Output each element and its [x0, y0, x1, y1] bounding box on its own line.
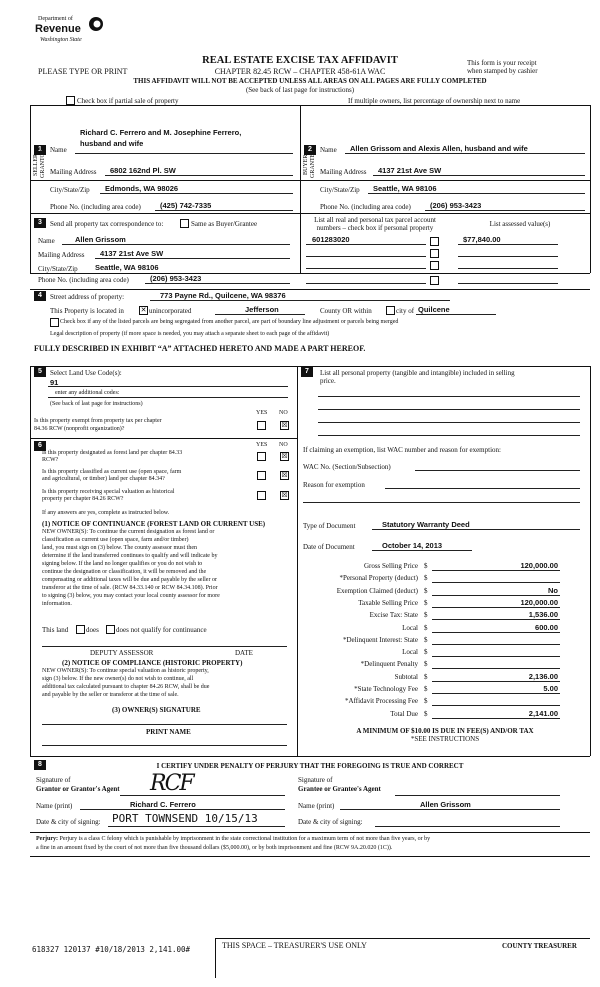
doc-date[interactable]: October 14, 2013	[382, 541, 443, 550]
calc-row-value[interactable]: No	[548, 586, 558, 595]
s5-yes-header: YES	[256, 410, 268, 416]
current-use-no-checkbox[interactable]: ☒	[281, 471, 288, 479]
historic-question-b: property per chapter 84.26 RCW?	[42, 496, 124, 502]
calc-row-currency: $	[424, 624, 428, 632]
corr-city[interactable]: Seattle, WA 98106	[95, 263, 159, 272]
perjury-label: Perjury:	[36, 836, 58, 842]
calc-row-label: *Delinquent Interest: State	[342, 636, 418, 644]
historic-question-a: Is this property receiving special valuation as historical	[42, 489, 175, 495]
calc-row-label: Local	[402, 648, 418, 656]
city-of-label: city of	[396, 307, 415, 315]
calc-row-label: *Personal Property (deduct)	[339, 574, 418, 582]
land-use-see-back: (See back of last page for instructions)	[50, 401, 143, 407]
section-6-number: 6	[34, 441, 46, 451]
reason-label: Reason for exemption	[303, 481, 365, 489]
send-correspondence-label: Send all property tax correspondence to:	[50, 220, 164, 228]
additional-codes-label: enter any additional codes:	[55, 390, 120, 396]
land-does-not-checkbox[interactable]	[106, 625, 115, 634]
calc-row-currency: $	[424, 587, 428, 595]
grantee-date-city-label: Date & city of signing:	[298, 818, 363, 826]
grantor-sig-label-1: Signature of	[36, 776, 71, 784]
personal-property-label-2: price.	[320, 377, 336, 385]
notice1-line7: compensating or additional taxes will be due and payable by the seller or	[42, 577, 217, 583]
forest-question-a: Is this property designated as forest land per chapter 84.33	[42, 450, 183, 456]
legal-description[interactable]: FULLY DESCRIBED IN EXHIBIT “A” ATTACHED HERETO AND MADE A PART HEREOF.	[34, 344, 366, 353]
grantor-sig-label-2: Grantor or Grantor's Agent	[36, 785, 120, 793]
buyer-name-label: Name	[320, 146, 337, 154]
buyer-name[interactable]: Allen Grissom and Alexis Allen, husband and wife	[350, 144, 528, 153]
seller-mail[interactable]: 6802 162nd Pl. SW	[110, 166, 176, 175]
forest-no-checkbox[interactable]: ☒	[281, 452, 288, 460]
same-as-buyer-checkbox[interactable]	[180, 219, 189, 228]
parcel-checkbox-4[interactable]	[430, 276, 439, 285]
calc-row-value[interactable]: 120,000.00	[520, 561, 558, 570]
grantor-name[interactable]: Richard C. Ferrero	[130, 800, 196, 809]
legal-label: Legal description of property (if more space is needed, you may attach a separate sheet to each page of the affidavit)	[50, 331, 330, 337]
calc-row-label: *Affidavit Processing Fee	[345, 697, 418, 705]
receipt-note2: when stamped by cashier	[467, 67, 538, 75]
cashier-stamp: 618327 120137 #10/18/2013 2,141.00#	[32, 945, 191, 954]
exempt-question-2: 84.36 RCW (nonprofit organization)?	[34, 426, 125, 432]
wac-label: WAC No. (Section/Subsection)	[303, 463, 391, 471]
land-does-checkbox[interactable]	[76, 625, 85, 634]
deputy-date-label: DATE	[235, 649, 253, 657]
historic-yes-checkbox[interactable]	[257, 491, 266, 500]
calc-row-currency: $	[424, 710, 428, 718]
doc-type-label: Type of Document	[303, 522, 356, 530]
perjury-text-2: a fine in an amount fixed by the court of not more than five thousand dollars ($5,000.00), or by both imprisonment and fine (RCW 9A.20.020 (1C)).	[36, 845, 393, 851]
seller-city-label: City/State/Zip	[50, 186, 90, 194]
grantor-signature[interactable]: RCF	[150, 771, 193, 796]
corr-phone[interactable]: (206) 953-3423	[150, 274, 202, 283]
land-does-label: does	[86, 626, 99, 634]
calc-row-currency: $	[424, 611, 428, 619]
certify-statement: I CERTIFY UNDER PENALTY OF PERJURY THAT THE FOREGOING IS TRUE AND CORRECT	[156, 762, 464, 770]
calc-row-label: Taxable Selling Price	[358, 599, 418, 607]
section-2-number: 2	[304, 145, 316, 155]
corr-phone-label-row: Phone No. (including area code)	[38, 276, 129, 284]
corr-mail-label: Mailing Address	[38, 251, 85, 259]
notice2-title: (2) NOTICE OF COMPLIANCE (HISTORIC PROPERTY)	[62, 659, 243, 667]
county-label: County OR within	[320, 307, 372, 315]
calc-row-value[interactable]: 2,141.00	[528, 709, 558, 718]
not-accepted-notice: THIS AFFIDAVIT WILL NOT BE ACCEPTED UNLESS ALL AREAS ON ALL PAGES ARE FULLY COMPLETED	[133, 77, 487, 85]
notice2-line2: sign (3) below. If the new owner(s) do not wish to continue, all	[42, 676, 194, 682]
seller-city[interactable]: Edmonds, WA 98026	[105, 184, 179, 193]
s5-no-header: NO	[279, 410, 288, 416]
notice2-line1: NEW OWNER(S): To continue special valuation as historic property,	[42, 668, 209, 674]
calc-row-currency: $	[424, 685, 428, 693]
parcel-header-1: List all real and personal tax parcel account	[314, 216, 436, 224]
parcel-number[interactable]: 601283020	[312, 235, 350, 244]
see-back-header: (See back of last page for instructions)	[245, 86, 355, 94]
property-street[interactable]: 773 Payne Rd., Quilcene, WA 98376	[160, 291, 286, 300]
county-treasurer-label: COUNTY TREASURER	[502, 942, 577, 950]
calc-row-value[interactable]: 120,000.00	[520, 598, 558, 607]
located-label: This Property is located in	[50, 307, 124, 315]
buyer-city[interactable]: Seattle, WA 98106	[373, 184, 437, 193]
section-7-number: 7	[301, 367, 313, 377]
grantee-name[interactable]: Allen Grissom	[420, 800, 471, 809]
calc-row-value[interactable]: 600.00	[535, 623, 558, 632]
see-instructions: *SEE INSTRUCTIONS	[410, 735, 480, 743]
grantee-sig-label-1: Signature of	[298, 776, 333, 784]
multiple-owners-label: If multiple owners, list percentage of ownership next to name	[348, 97, 521, 105]
calc-row-label: *State Technology Fee	[354, 685, 418, 693]
deputy-assessor-label: DEPUTY ASSESSOR	[90, 649, 154, 657]
seller-side-label: SELLER GRANTOR	[33, 149, 46, 178]
notice1-line1: NEW OWNER(S): To continue the current designation as forest land or	[42, 529, 215, 535]
land-does-not-label: does not qualify for continuance	[116, 626, 207, 634]
buyer-city-label: City/State/Zip	[320, 186, 360, 194]
if-yes-instructions: If any answers are yes, complete as instructed below.	[42, 510, 170, 516]
buyer-mail-label: Mailing Address	[320, 168, 367, 176]
same-as-buyer-label: Same as Buyer/Grantee	[191, 220, 258, 228]
segregated-checkbox[interactable]	[50, 318, 59, 327]
notice1-line5: signing below. If the land no longer qualifies or you do not wish to	[42, 561, 203, 567]
notice1-line3: land, you must sign on (3) below. The county assessor must then	[42, 545, 197, 551]
exempt-question-1: Is this property exempt from property tax per chapter	[34, 418, 162, 424]
dept-line2: Revenue	[35, 23, 81, 35]
perjury-text-1: Perjury is a class C felony which is punishable by imprisonment in the state correctional institution for a maximum term of not more than five years, or by	[59, 836, 431, 842]
dept-line1: Department of	[38, 16, 73, 22]
calc-row-label: Excise Tax: State	[369, 611, 418, 619]
exemption-label: If claiming an exemption, list WAC number and reason for exemption:	[303, 446, 501, 454]
notice1-line6: continue the designation or classification, it will be removed and the	[42, 569, 207, 575]
notice1-line10: information.	[42, 601, 72, 607]
section-4-number: 4	[34, 291, 46, 301]
section-5-number: 5	[34, 367, 46, 377]
calc-row-value[interactable]: 1,536.00	[528, 610, 558, 619]
calc-row-label: Total Due	[390, 710, 418, 718]
corr-city-label-visible: City/State/Zip	[38, 265, 78, 273]
partial-sale-label: Check box if partial sale of property	[77, 97, 179, 105]
calc-row-currency: $	[424, 574, 428, 582]
doc-date-label: Date of Document	[303, 543, 355, 551]
grantee-sig-label-2: Grantee or Grantee's Agent	[298, 785, 381, 793]
grantor-date-city-label: Date & city of signing:	[36, 818, 101, 826]
form-title: REAL ESTATE EXCISE TAX AFFIDAVIT	[202, 55, 398, 66]
receipt-note1: This form is your receipt	[467, 59, 537, 67]
exempt-no-checkbox[interactable]: ☒	[281, 421, 288, 429]
calc-row-currency: $	[424, 599, 428, 607]
seller-name-2[interactable]: husband and wife	[80, 139, 144, 148]
calc-row-label: Subtotal	[394, 673, 418, 681]
grantor-date-city[interactable]: PORT TOWNSEND 10/15/13	[112, 812, 258, 825]
section-3-number: 3	[34, 218, 46, 228]
seller-phone[interactable]: (425) 742-7335	[160, 201, 212, 210]
current-use-question-a: Is this property classified as current use (open space, farm	[42, 469, 182, 475]
corr-name[interactable]: Allen Grissom	[75, 235, 126, 244]
assessed-header: List assessed value(s)	[489, 220, 551, 228]
partial-sale-checkbox[interactable]	[66, 96, 75, 105]
parcel-checkbox-2[interactable]	[430, 249, 439, 258]
calc-row-currency: $	[424, 636, 428, 644]
current-use-question-b: and agricultural, or timber) land per chapter 84.34?	[42, 476, 165, 482]
historic-no-checkbox[interactable]: ☒	[281, 491, 288, 499]
treasurer-space-label: THIS SPACE – TREASURER'S USE ONLY	[222, 941, 367, 950]
owner-signature-label: (3) OWNER(S) SIGNATURE	[112, 706, 201, 714]
seller-name[interactable]: Richard C. Ferrero and M. Josephine Ferrero,	[80, 128, 242, 137]
parcel-checkbox-3[interactable]	[430, 261, 439, 270]
dept-logo	[30, 14, 105, 50]
notice1-line2: classification as current use (open space, farm and/or timber)	[42, 537, 189, 543]
calc-row-currency: $	[424, 673, 428, 681]
notice2-line4: and payable by the seller or transferor at the time of sale.	[42, 692, 179, 698]
land-use-code[interactable]: 91	[50, 378, 59, 387]
land-use-label: Select Land Use Code(s):	[50, 369, 122, 377]
city-checkbox[interactable]	[386, 306, 395, 315]
calc-row-label: *Delinquent Penalty	[360, 660, 418, 668]
seller-mail-label: Mailing Address	[50, 168, 97, 176]
buyer-mail[interactable]: 4137 21st Ave SW	[378, 166, 442, 175]
please-type: PLEASE TYPE OR PRINT	[38, 67, 128, 76]
corr-name-label: Name	[38, 237, 55, 245]
seller-phone-label: Phone No. (including area code)	[50, 203, 141, 211]
assessed-value[interactable]: $77,840.00	[463, 235, 501, 244]
calc-row-label: Exemption Claimed (deduct)	[336, 587, 418, 595]
grantor-name-label: Name (print)	[36, 802, 73, 810]
segregated-label: Check box if any of the listed parcels are being segregated from another parcel, are part of boundary line adjustment or parcels being merged	[60, 319, 399, 325]
city-name[interactable]: Quilcene	[418, 305, 450, 314]
seller-name-label: Name	[50, 146, 67, 154]
buyer-side-label: BUYER GRANTEE	[303, 150, 316, 178]
unincorporated-checkbox[interactable]: ✕	[140, 306, 147, 314]
this-land-label: This land	[42, 626, 69, 634]
notice1-line4: determine if the land transferred continues to qualify and will indicate by	[42, 553, 218, 559]
s6-yes-header: YES	[256, 442, 268, 448]
calc-row-label: Local	[402, 624, 418, 632]
exempt-yes-checkbox[interactable]	[257, 421, 266, 430]
personal-property-label-1: List all personal property (tangible and intangible) included in selling	[320, 369, 515, 377]
parcel-header-2: numbers – check box if personal property	[316, 224, 434, 232]
calc-row-value[interactable]: 2,136.00	[528, 672, 558, 681]
form-subtitle: CHAPTER 82.45 RCW – CHAPTER 458-61A WAC	[214, 67, 386, 76]
street-label: Street address of property:	[50, 293, 125, 301]
notice1-line8: transferor at the time of sale. (RCW 84.33.140 or RCW 84.34.108). Prior	[42, 585, 218, 591]
unincorporated-label: unincorporated	[149, 307, 192, 315]
perjury-line-1	[36, 836, 430, 843]
calc-row-currency: $	[424, 648, 428, 656]
notice2-line3: additional tax calculated pursuant to chapter 84.26 RCW, shall be due	[42, 684, 210, 690]
corr-mail[interactable]: 4137 21st Ave SW	[100, 249, 164, 258]
wa-emblem-icon	[88, 14, 104, 34]
forest-question-b: RCW?	[42, 457, 59, 463]
notice1-title: (1) NOTICE OF CONTINUANCE (FOREST LAND OR CURRENT USE)	[42, 520, 266, 528]
calc-row-currency: $	[424, 660, 428, 668]
notice1-line9: to signing (3) below, you may contact your local county assessor for more	[42, 593, 220, 599]
buyer-phone-label: Phone No. (including area code)	[320, 203, 411, 211]
s6-no-header: NO	[279, 442, 288, 448]
doc-type[interactable]: Statutory Warranty Deed	[382, 520, 470, 529]
calc-row-currency: $	[424, 697, 428, 705]
grantee-name-label: Name (print)	[298, 802, 335, 810]
parcel-checkbox-1[interactable]	[430, 237, 439, 246]
print-name-label: PRINT NAME	[146, 728, 191, 736]
section-1-number: 1	[34, 145, 46, 155]
current-use-yes-checkbox[interactable]	[257, 471, 266, 480]
buyer-phone[interactable]: (206) 953-3423	[430, 201, 482, 210]
calc-row-label: Gross Selling Price	[363, 562, 418, 570]
minimum-due-notice: A MINIMUM OF $10.00 IS DUE IN FEE(S) AND/OR TAX	[356, 727, 534, 735]
forest-yes-checkbox[interactable]	[257, 452, 266, 461]
calc-row-currency: $	[424, 562, 428, 570]
county-name[interactable]: Jefferson	[245, 305, 279, 314]
calc-row-value[interactable]: 5.00	[543, 684, 558, 693]
dept-line3: Washington State	[40, 37, 82, 43]
section-8-number: 8	[34, 760, 46, 770]
